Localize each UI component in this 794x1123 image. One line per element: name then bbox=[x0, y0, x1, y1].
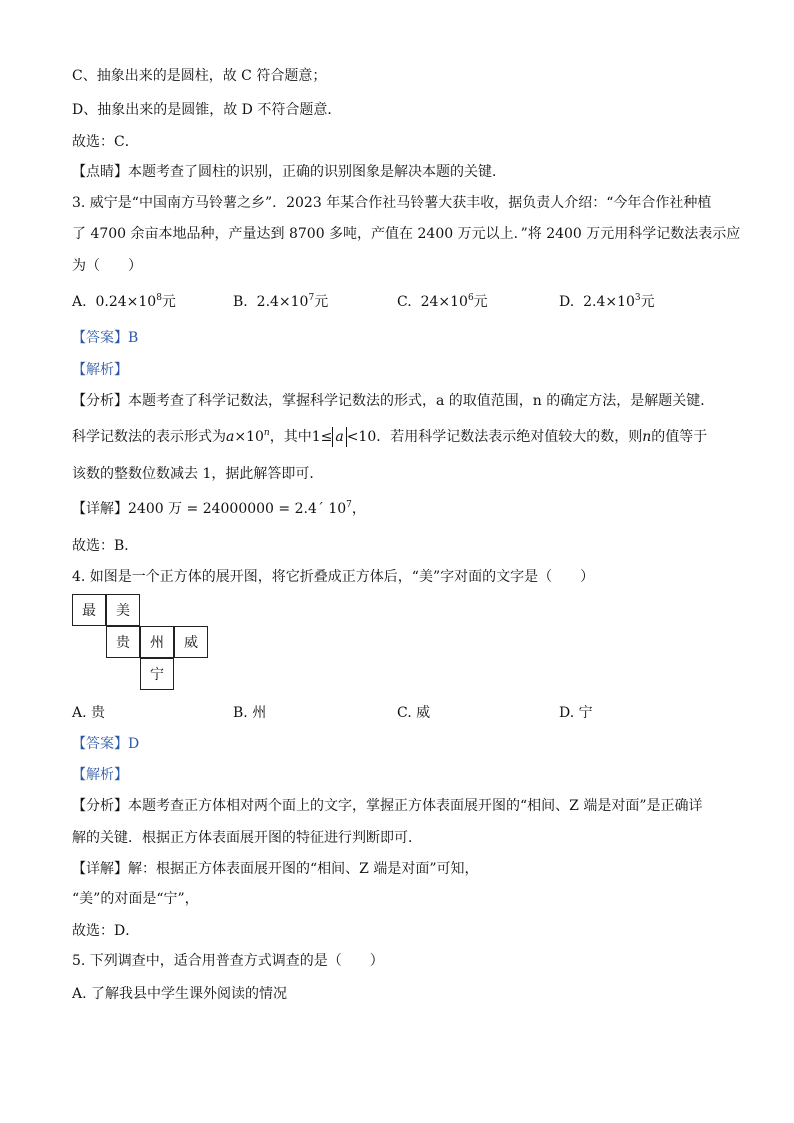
analysis-text: 【分析】本题考查正方体相对两个面上的文字，掌握正方体表面展开图的“相间、Z 端是对面”是正确详 bbox=[72, 798, 703, 814]
text-line: 故选：D． bbox=[72, 923, 140, 939]
question-3-stem: 3. 威宁是“中国南方马铃薯之乡”．2023 年某合作社马铃薯大获丰收，据负责人介绍：“今年合作社种植 bbox=[72, 195, 712, 211]
detail-text: “美”的对面是“宁”， bbox=[72, 891, 199, 907]
text-line: D、抽象出来的是圆锥，故 D 不符合题意． bbox=[72, 102, 342, 118]
q3-option-b: B. $2.4\times 10^7$元 bbox=[233, 293, 329, 310]
net-cell: 宁 bbox=[140, 658, 174, 690]
net-cell: 最 bbox=[72, 594, 106, 626]
net-cell: 贵 bbox=[106, 626, 140, 658]
question-4-stem: 4. 如图是一个正方体的展开图，将它折叠成正方体后，“美”字对面的文字是（ ） bbox=[72, 569, 595, 585]
answer-label: 【答案】B bbox=[72, 330, 139, 346]
net-cell: 美 bbox=[106, 594, 140, 626]
text-line: C、抽象出来的是圆柱，故 C 符合题意； bbox=[72, 68, 327, 84]
q4-option-b: B. 州 bbox=[233, 705, 267, 721]
q3-option-d: D. $2.4\times 10^3$元 bbox=[559, 293, 655, 310]
analysis-text: 【分析】本题考查了科学记数法，掌握科学记数法的形式，a 的取值范围，n 的确定方法，是解题关键． bbox=[72, 393, 715, 409]
q4-option-d: D. 宁 bbox=[559, 705, 593, 721]
net-cell: 威 bbox=[174, 626, 208, 658]
analysis-text: 该数的整数位数减去 1，据此解答即可． bbox=[72, 466, 324, 482]
analysis-label: 【解析】 bbox=[72, 767, 128, 783]
q5-option-a: A. 了解我县中学生课外阅读的情况 bbox=[72, 986, 288, 1002]
q3-option-a: A. $0.24\times 10^8$元 bbox=[72, 293, 176, 310]
analysis-label: 【解析】 bbox=[72, 362, 128, 378]
text-line: 故选：B． bbox=[72, 538, 139, 554]
question-5-stem: 5. 下列调查中，适合用普查方式调查的是（ ） bbox=[72, 953, 384, 969]
text-line: 【点睛】本题考查了圆柱的识别，正确的识别图象是解决本题的关键． bbox=[72, 164, 506, 180]
question-3-stem: 了 4700 余亩本地品种，产量达到 8700 多吨，产值在 2400 万元以上．”将 2400 万元用科学记数法表示应 bbox=[72, 226, 741, 242]
q3-option-c: C. $24\times 10^6$元 bbox=[397, 293, 488, 310]
net-cell: 州 bbox=[140, 626, 174, 658]
detail-text: 【详解】解：根据正方体表面展开图的“相间、Z 端是对面”可知， bbox=[72, 861, 479, 877]
analysis-text: 科学记数法的表示形式为$a\times 10^n$，其中1≤ a <10．若用科学记数法表示绝对值较大的数，则n的值等于 bbox=[72, 428, 708, 445]
detail-text: 【详解】2400 万 = 24000000 = 2.4´ $10^7$， bbox=[72, 500, 366, 517]
analysis-text: 解的关键．根据正方体表面展开图的特征进行判断即可． bbox=[72, 830, 422, 846]
question-3-stem: 为（ ） bbox=[72, 258, 142, 274]
text-line: 故选：C． bbox=[72, 134, 139, 150]
q4-option-a: A. 贵 bbox=[72, 705, 106, 721]
q4-option-c: C. 威 bbox=[397, 705, 431, 721]
answer-label: 【答案】D bbox=[72, 736, 140, 752]
